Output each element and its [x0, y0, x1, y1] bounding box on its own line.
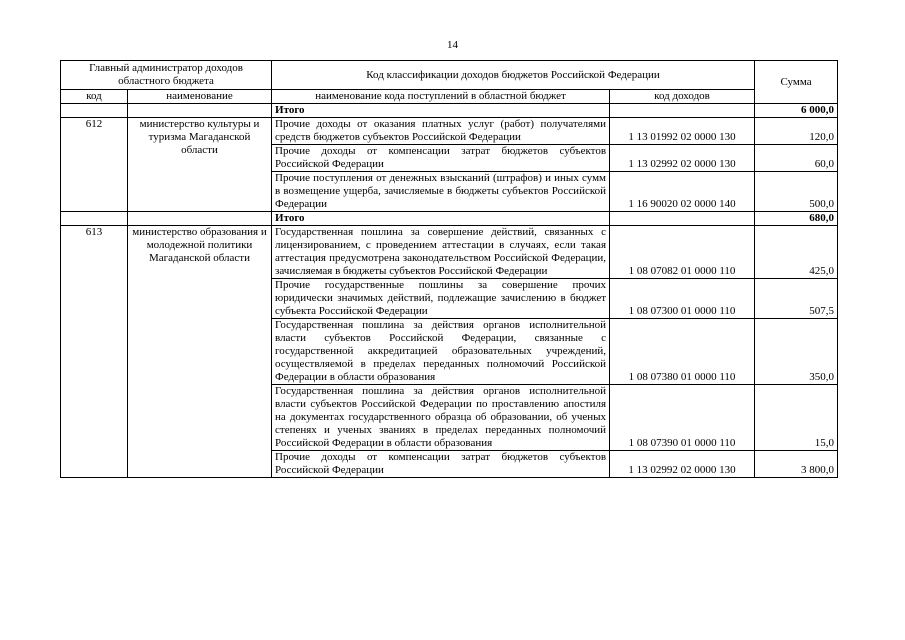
page-number: 14 — [447, 39, 458, 51]
income-name: Прочие доходы от компенсации затрат бюджетов субъектов Российской Федерации — [272, 451, 610, 478]
admin-name: министерство образования и молодежной политики Магаданской области — [128, 226, 272, 478]
total-sum: 680,0 — [755, 212, 838, 226]
receipt-name-header: наименование кода поступлений в областной бюджет — [272, 90, 610, 104]
sum-header: Сумма — [755, 61, 838, 104]
income-name: Государственная пошлина за действия органов исполнительной власти субъектов Российской Федерации по проставлению апостиля на документах государственного образца об образовании, об ученых степенях и ученых званиях в пределах переданных полномочий Российской Федерации в области образования — [272, 385, 610, 451]
income-code: 1 13 02992 02 0000 130 — [610, 451, 755, 478]
income-code-header: код доходов — [610, 90, 755, 104]
income-name: Прочие поступления от денежных взысканий (штрафов) и иных сумм в возмещение ущерба, зачисляемые в бюджеты субъектов Российской Федерации — [272, 172, 610, 212]
total-row — [61, 212, 838, 226]
income-code: 1 08 07390 01 0000 110 — [610, 385, 755, 451]
income-table — [60, 60, 838, 478]
income-name: Государственная пошлина за совершение действий, связанных с лицензированием, с проведением аттестации в случаях, если такая аттестация предусмотрена законодательством Российской Федерации, зачисляемая в бюджеты субъектов Российской Федерации — [272, 226, 610, 279]
income-sum: 60,0 — [755, 145, 838, 172]
admin-code: 613 — [61, 226, 128, 478]
admin-code: 612 — [61, 118, 128, 212]
income-sum: 500,0 — [755, 172, 838, 212]
income-code: 1 08 07380 01 0000 110 — [610, 319, 755, 385]
income-sum: 3 800,0 — [755, 451, 838, 478]
total-sum: 6 000,0 — [755, 104, 838, 118]
income-name: Прочие государственные пошлины за совершение прочих юридически значимых действий, подлежащие зачислению в бюджет субъекта Российской Федерации — [272, 279, 610, 319]
income-sum: 350,0 — [755, 319, 838, 385]
income-sum: 507,5 — [755, 279, 838, 319]
income-sum: 120,0 — [755, 118, 838, 145]
admin-name: министерство культуры и туризма Магаданской области — [128, 118, 272, 212]
table-row — [61, 226, 838, 279]
income-code: 1 13 01992 02 0000 130 — [610, 118, 755, 145]
income-code: 1 16 90020 02 0000 140 — [610, 172, 755, 212]
admin-header: Главный администратор доходов областного бюджета — [61, 61, 272, 90]
code-header: код — [61, 90, 128, 104]
income-code: 1 13 02992 02 0000 130 — [610, 145, 755, 172]
income-name: Государственная пошлина за действия органов исполнительной власти субъектов Российской Федерации, связанные с государственной аккредитацией образовательных учреждений, осуществляемой в пределах переданных полномочий Российской Федерации в области образования — [272, 319, 610, 385]
header-row-1 — [61, 61, 838, 90]
income-name: Прочие доходы от компенсации затрат бюджетов субъектов Российской Федерации — [272, 145, 610, 172]
classification-header: Код классификации доходов бюджетов Российской Федерации — [272, 61, 755, 90]
income-sum: 425,0 — [755, 226, 838, 279]
total-label: Итого — [272, 212, 610, 226]
income-sum: 15,0 — [755, 385, 838, 451]
total-row — [61, 104, 838, 118]
name-header: наименование — [128, 90, 272, 104]
income-code: 1 08 07082 01 0000 110 — [610, 226, 755, 279]
total-label: Итого — [272, 104, 610, 118]
income-name: Прочие доходы от оказания платных услуг (работ) получателями средств бюджетов субъектов Российской Федерации — [272, 118, 610, 145]
header-row-2 — [61, 90, 838, 104]
table-row — [61, 118, 838, 145]
income-code: 1 08 07300 01 0000 110 — [610, 279, 755, 319]
